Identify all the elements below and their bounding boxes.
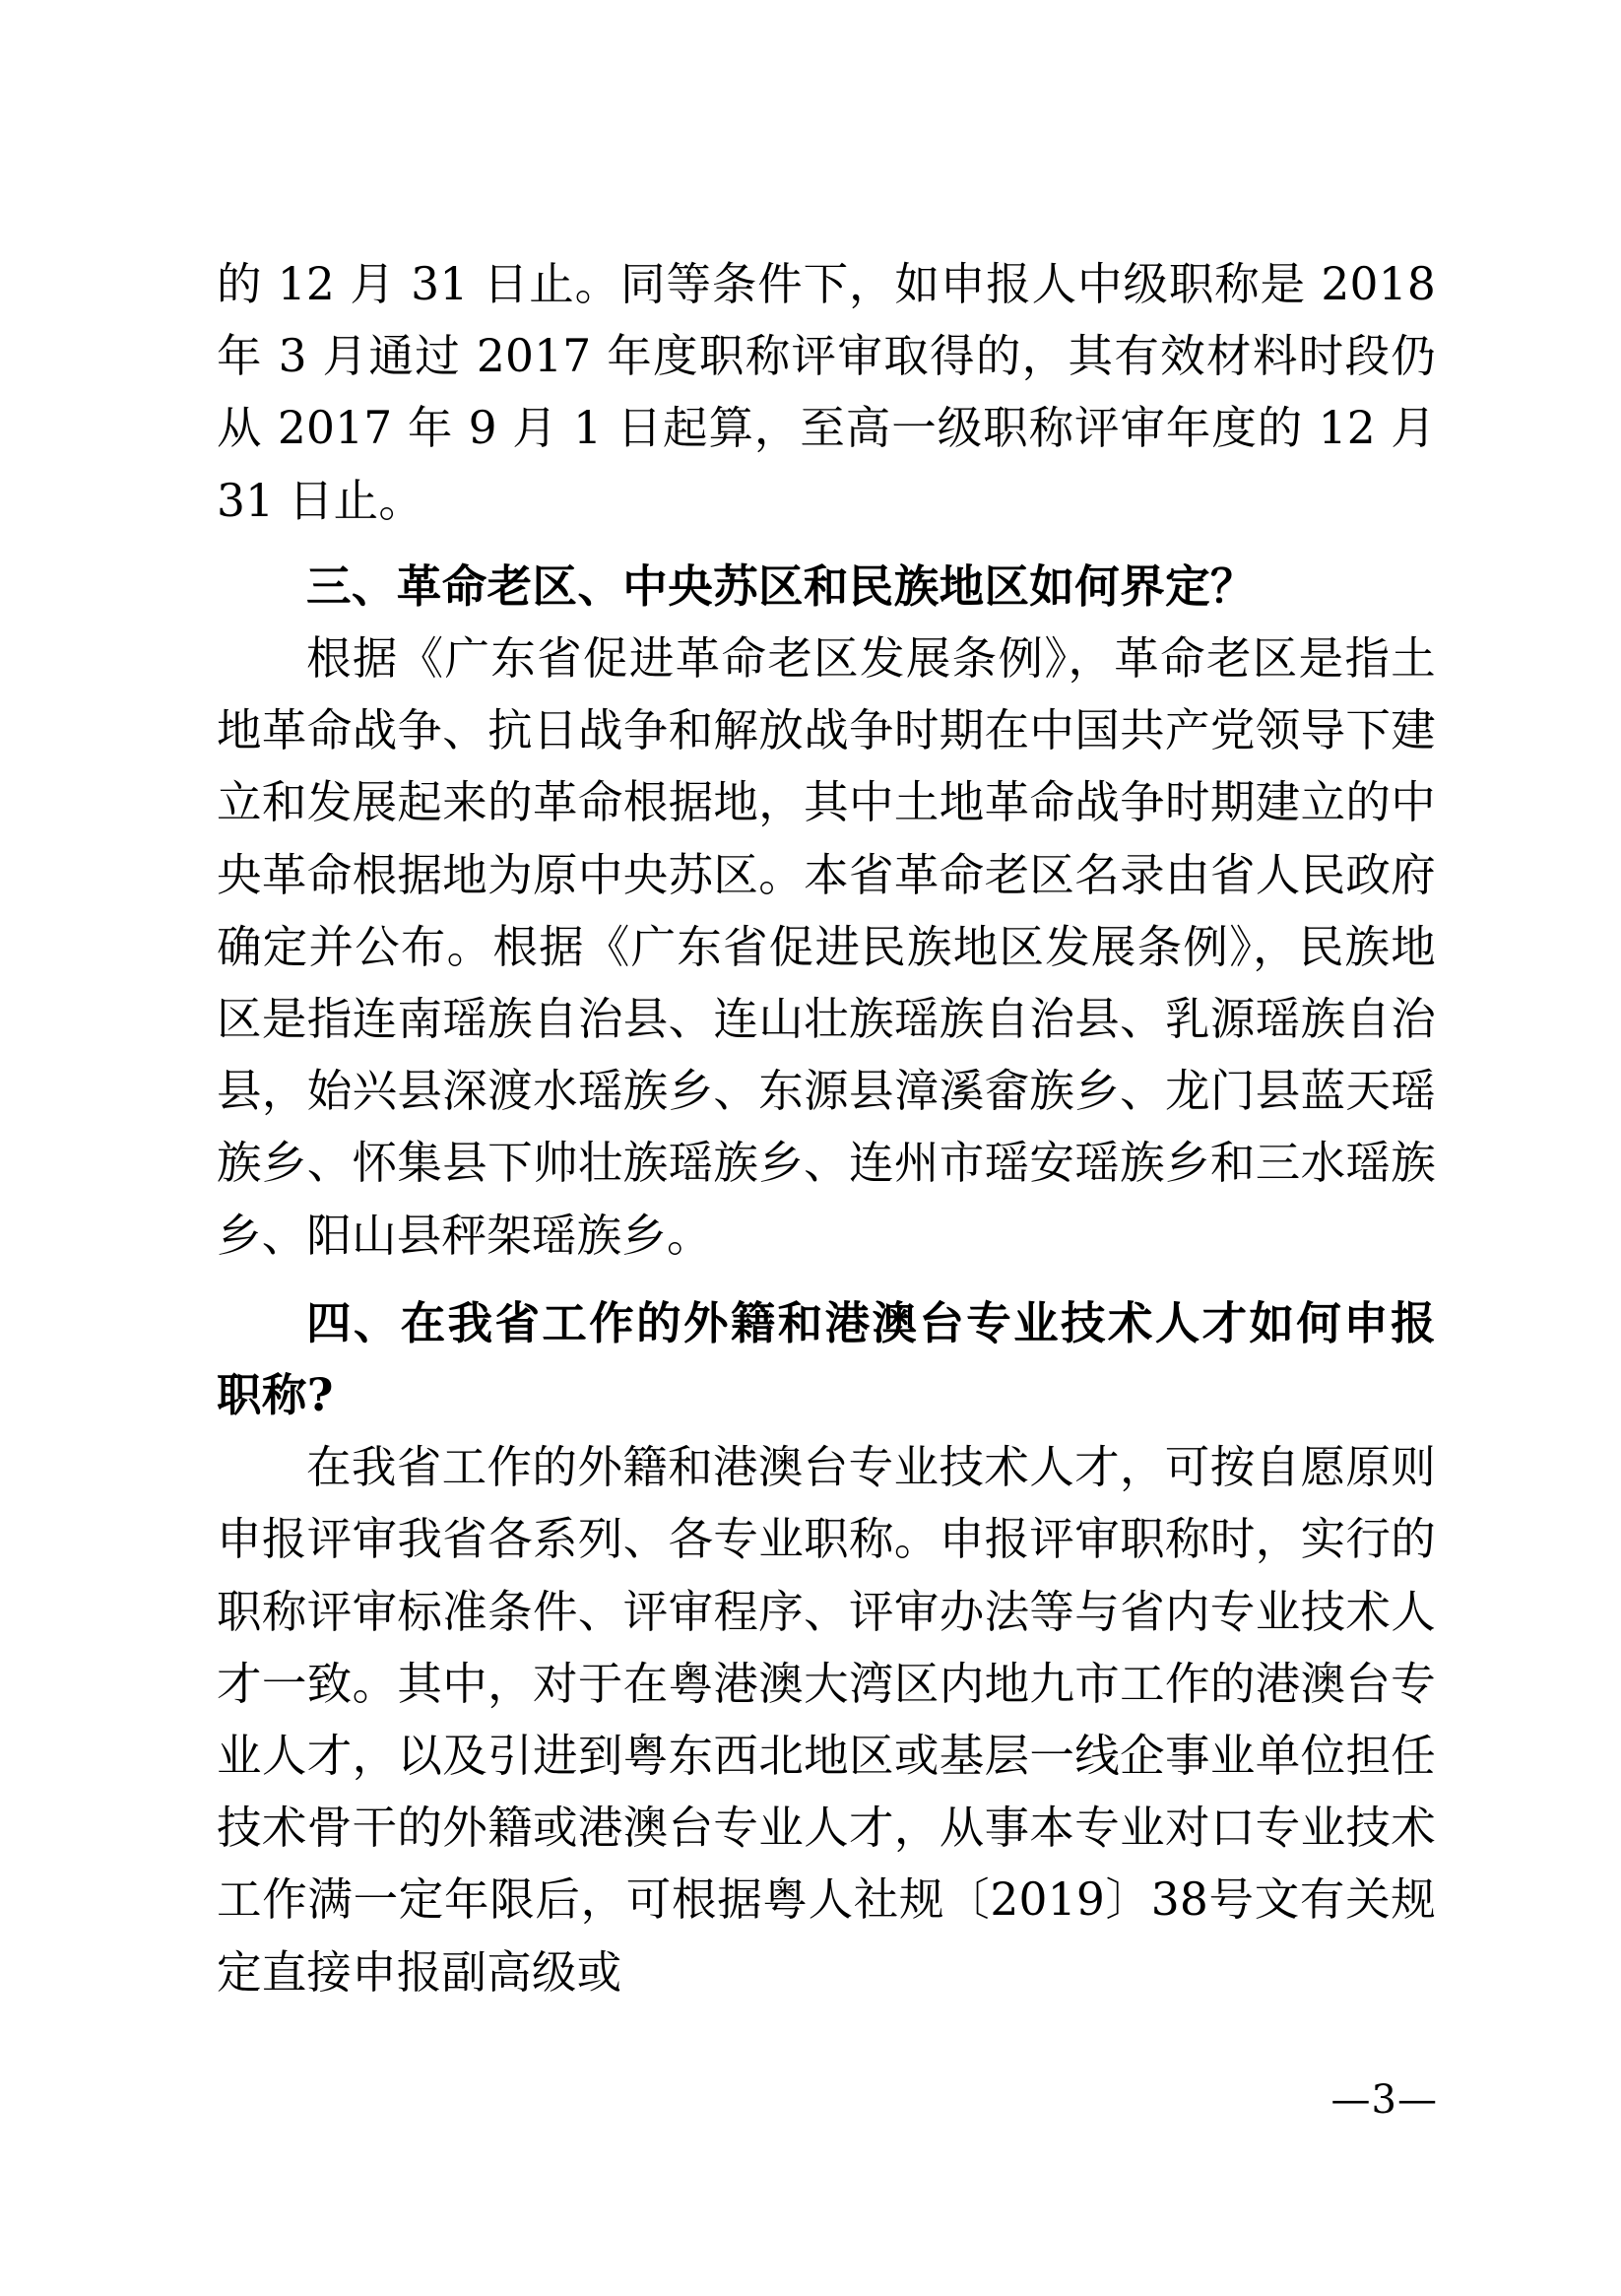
spacer-before-section-three (217, 537, 1436, 551)
page-number: —3— (1330, 2077, 1438, 2123)
continued-paragraph: 的 12 月 31 日止。同等条件下，如申报人中级职称是 2018 年 3 月通过 2017 年度职称评审取得的，其有效材料时段仍从 2017 年 9 月 1 日起算，至高一级职称评审年度的 12 月 31 日止。 (217, 258, 1436, 527)
spacer-before-section-four (217, 1272, 1436, 1287)
document-body (217, 248, 1436, 2008)
section-heading-four: 四、在我省工作的外籍和港澳台专业技术人才如何申报职称? (217, 1295, 1436, 1422)
section-heading-three: 三、革命老区、中央苏区和民族地区如何界定？ (306, 558, 1256, 613)
section-three-paragraph: 根据《广东省促进革命老区发展条例》，革命老区是指土地革命战争、抗日战争和解放战争时期在中国共产党领导下建立和发展起来的革命根据地，其中土地革命战争时期建立的中央革命根据地为原中央苏区。本省革命老区名录由省人民政府确定并公布。根据《广东省促进民族地区发展条例》，民族地区是指连南瑶族自治县、连山壮族瑶族自治县、乳源瑶族自治县，始兴县深渡水瑶族乡、东源县漳溪畲族乡、龙门县蓝天瑶族乡、怀集县下帅壮族瑶族乡、连州市瑶安瑶族乡和三水瑶族乡、阳山县秤架瑶族乡。 (217, 632, 1436, 1262)
section-four-paragraph: 在我省工作的外籍和港澳台专业技术人才，可按自愿原则申报评审我省各系列、各专业职称。申报评审职称时，实行的职称评审标准条件、评审程序、评审办法等与省内专业技术人才一致。其中，对于在粤港澳大湾区内地九市工作的港澳台专业人才，以及引进到粤东西北地区或基层一线企事业单位担任技术骨干的外籍或港澳台专业人才，从事本专业对口专业技术工作满一定年限后，可根据粤人社规〔2019〕38号文有关规定直接申报副高级或 (217, 1441, 1436, 1999)
